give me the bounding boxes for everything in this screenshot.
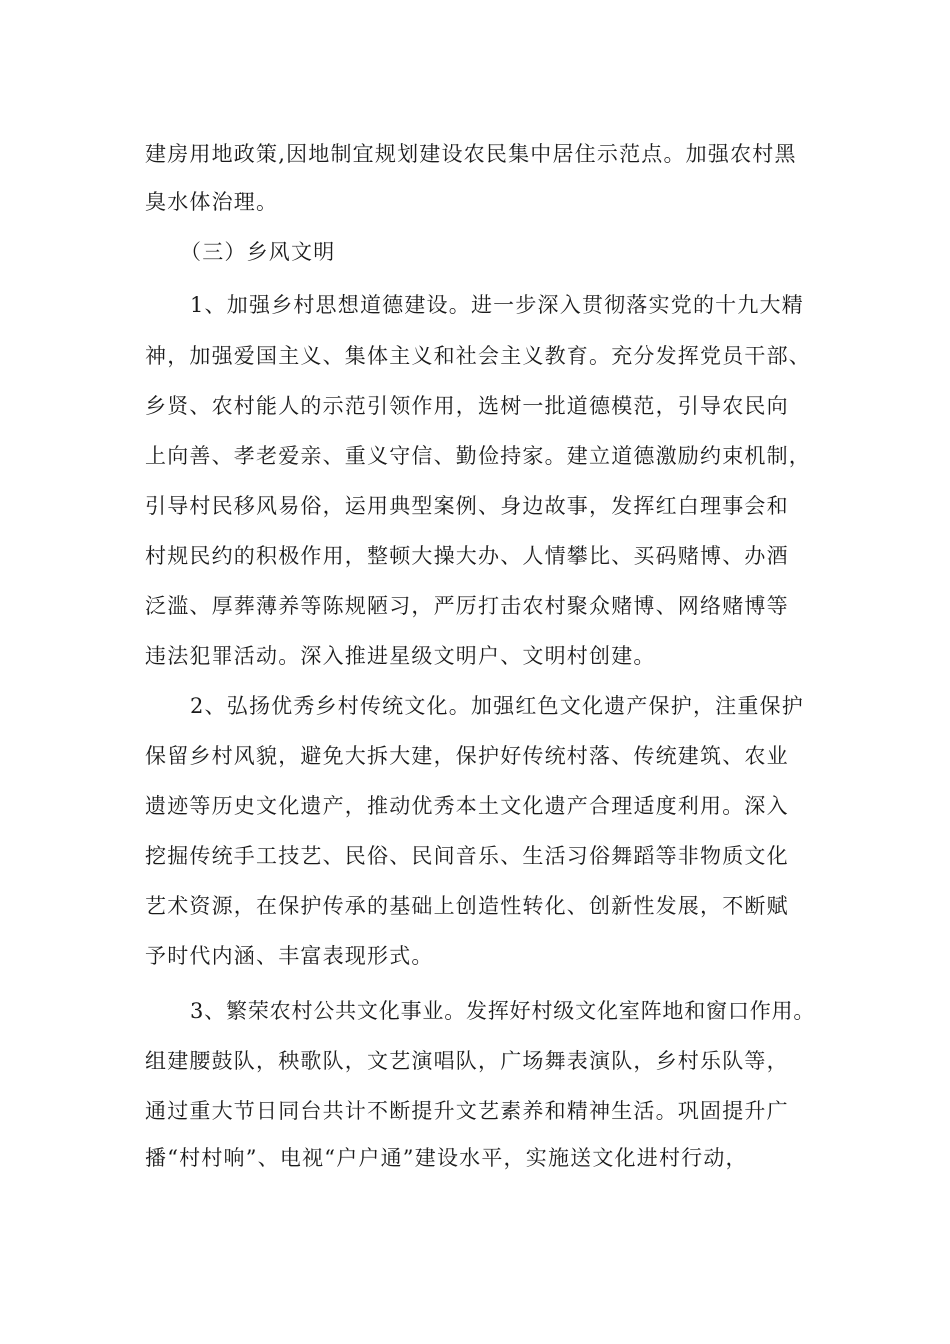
text-line: 艺术资源，在保护传承的基础上创造性转化、创新性发展，不断赋 [145, 894, 789, 918]
text-line: 上向善、孝老爱亲、重义守信、勤俭持家。建立道德激励约束机制， [145, 444, 811, 468]
text-line: 挖掘传统手工技艺、民俗、民间音乐、生活习俗舞蹈等非物质文化 [145, 844, 789, 868]
text-line: 组建腰鼓队，秧歌队，文艺演唱队，广场舞表演队，乡村乐队等， [145, 1049, 789, 1073]
text-line: 保留乡村风貌，避免大拆大建，保护好传统村落、传统建筑、农业 [145, 744, 789, 768]
section-heading: （三）乡风文明 [180, 240, 336, 264]
text-line: 引导村民移风易俗，运用典型案例、身边故事，发挥红白理事会和 [145, 494, 789, 518]
text-line: 建房用地政策,因地制宜规划建设农民集中居住示范点。加强农村黑 [145, 142, 797, 166]
paragraph-start: 3、繁荣农村公共文化事业。发挥好村级文化室阵地和窗口作用。 [190, 999, 816, 1023]
paragraph-start: 2、弘扬优秀乡村传统文化。加强红色文化遗产保护，注重保护 [190, 694, 804, 718]
text-line: 神，加强爱国主义、集体主义和社会主义教育。充分发挥党员干部、 [145, 344, 811, 368]
text-line: 遗迹等历史文化遗产，推动优秀本土文化遗产合理适度利用。深入 [145, 794, 789, 818]
text-line: 村规民约的积极作用，整顿大操大办、人情攀比、买码赌博、办酒 [145, 544, 789, 568]
paragraph-start: 1、加强乡村思想道德建设。进一步深入贯彻落实党的十九大精 [190, 293, 804, 317]
text-line: 通过重大节日同台共计不断提升文艺素养和精神生活。巩固提升广 [145, 1099, 789, 1123]
text-line: 臭水体治理。 [145, 190, 279, 214]
text-line: 予时代内涵、丰富表现形式。 [145, 944, 434, 968]
text-line: 乡贤、农村能人的示范引领作用，选树一批道德模范，引导农民向 [145, 394, 789, 418]
text-line: 泛滥、厚葬薄养等陈规陋习，严厉打击农村聚众赌博、网络赌博等 [145, 594, 789, 618]
text-line: 播“村村响”、电视“户户通”建设水平，实施送文化进村行动， [145, 1146, 748, 1170]
text-line: 违法犯罪活动。深入推进星级文明户、文明村创建。 [145, 644, 656, 668]
